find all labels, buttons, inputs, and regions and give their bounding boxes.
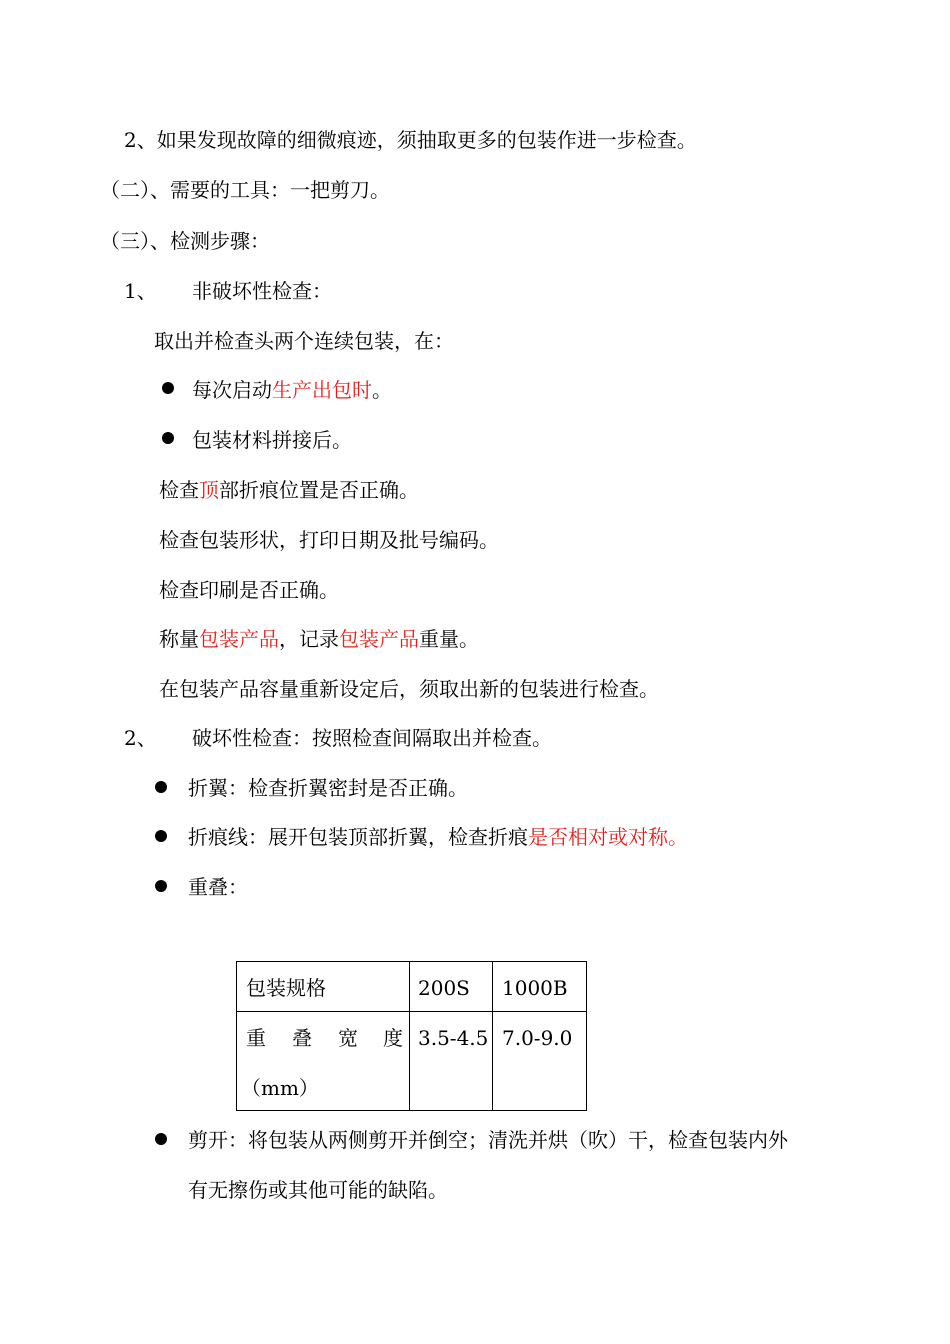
list-item-continuation: 有无擦伤或其他可能的缺陷。 [188, 1178, 448, 1202]
value-cell-text: 7.0-9.0 [502, 1026, 573, 1050]
paragraph-line: 取出并检查头两个连续包装，在： [154, 329, 454, 353]
step-number: 1、 [124, 279, 157, 303]
list-item: 剪开：将包装从两侧剪开并倒空；清洗并烘（吹）干，检查包装内外 [188, 1128, 788, 1152]
list-item: 折翼：检查折翼密封是否正确。 [188, 776, 468, 800]
text-span: 称量 [159, 627, 199, 651]
header-cell-text: 1000B [502, 976, 568, 1000]
value-cell-text: 3.5-4.5 [418, 1026, 489, 1050]
bullet-icon [155, 1133, 167, 1145]
list-item: 包装材料拼接后。 [192, 428, 352, 452]
list-item: 重叠： [188, 875, 248, 899]
paragraph-line: 检查包装形状，打印日期及批号编码。 [159, 528, 499, 552]
list-item [188, 823, 688, 851]
step-title-nondestructive: 非破坏性检查： [192, 279, 332, 303]
table-cell [410, 1012, 493, 1111]
highlighted-text: 生产出包时 [272, 378, 372, 402]
table-cell [493, 1012, 587, 1111]
highlighted-text: 顶 [199, 478, 219, 502]
text-span: 部折痕位置是否正确。 [219, 478, 419, 502]
bullet-icon [155, 781, 167, 793]
table-header-row [237, 962, 587, 1012]
row-label-unit: （mm） [241, 1076, 319, 1100]
section-heading-tools: （二）、需要的工具：一把剪刀。 [100, 178, 390, 202]
section-heading-steps: （三）、检测步骤： [100, 229, 270, 253]
paragraph-line: 在包装产品容量重新设定后，须取出新的包装进行检查。 [159, 677, 659, 701]
step-title-destructive: 破坏性检查：按照检查间隔取出并检查。 [192, 726, 552, 750]
bullet-icon [155, 880, 167, 892]
row-label-text: 叠 [292, 1026, 312, 1050]
text-span: ，记录 [279, 627, 339, 651]
bullet-icon [162, 432, 174, 444]
table-cell [493, 962, 587, 1012]
highlighted-text: 包装产品 [199, 627, 279, 651]
highlighted-text: 包装产品 [339, 627, 419, 651]
bullet-icon [162, 382, 174, 394]
highlighted-text: 是否相对或对称。 [528, 825, 688, 849]
header-cell-text: 包装规格 [246, 976, 326, 1000]
step-number: 2、 [124, 726, 157, 750]
text-span: 检查 [159, 478, 199, 502]
table-row [237, 1012, 587, 1111]
list-item-text: 每次启动 [192, 378, 272, 402]
paragraph-line: 检查印刷是否正确。 [159, 578, 339, 602]
paragraph-line: 2、如果发现故障的细微痕迹，须抽取更多的包装作进一步检查。 [124, 128, 697, 152]
header-cell-text: 200S [418, 976, 470, 1000]
paragraph-line [159, 625, 479, 653]
paragraph-line [159, 476, 419, 504]
text-span: 重量。 [419, 627, 479, 651]
list-item-text: 。 [372, 378, 392, 402]
overlap-width-table [236, 961, 587, 1111]
row-label-text: 度 [383, 1026, 403, 1050]
table-cell [237, 962, 410, 1012]
table-cell [237, 1012, 410, 1111]
table-cell [410, 962, 493, 1012]
list-item [192, 376, 392, 404]
row-label-text: 重 [246, 1026, 266, 1050]
row-label-text: 宽 [338, 1026, 358, 1050]
list-item-text: 折痕线：展开包装顶部折翼，检查折痕 [188, 825, 528, 849]
bullet-icon [155, 830, 167, 842]
